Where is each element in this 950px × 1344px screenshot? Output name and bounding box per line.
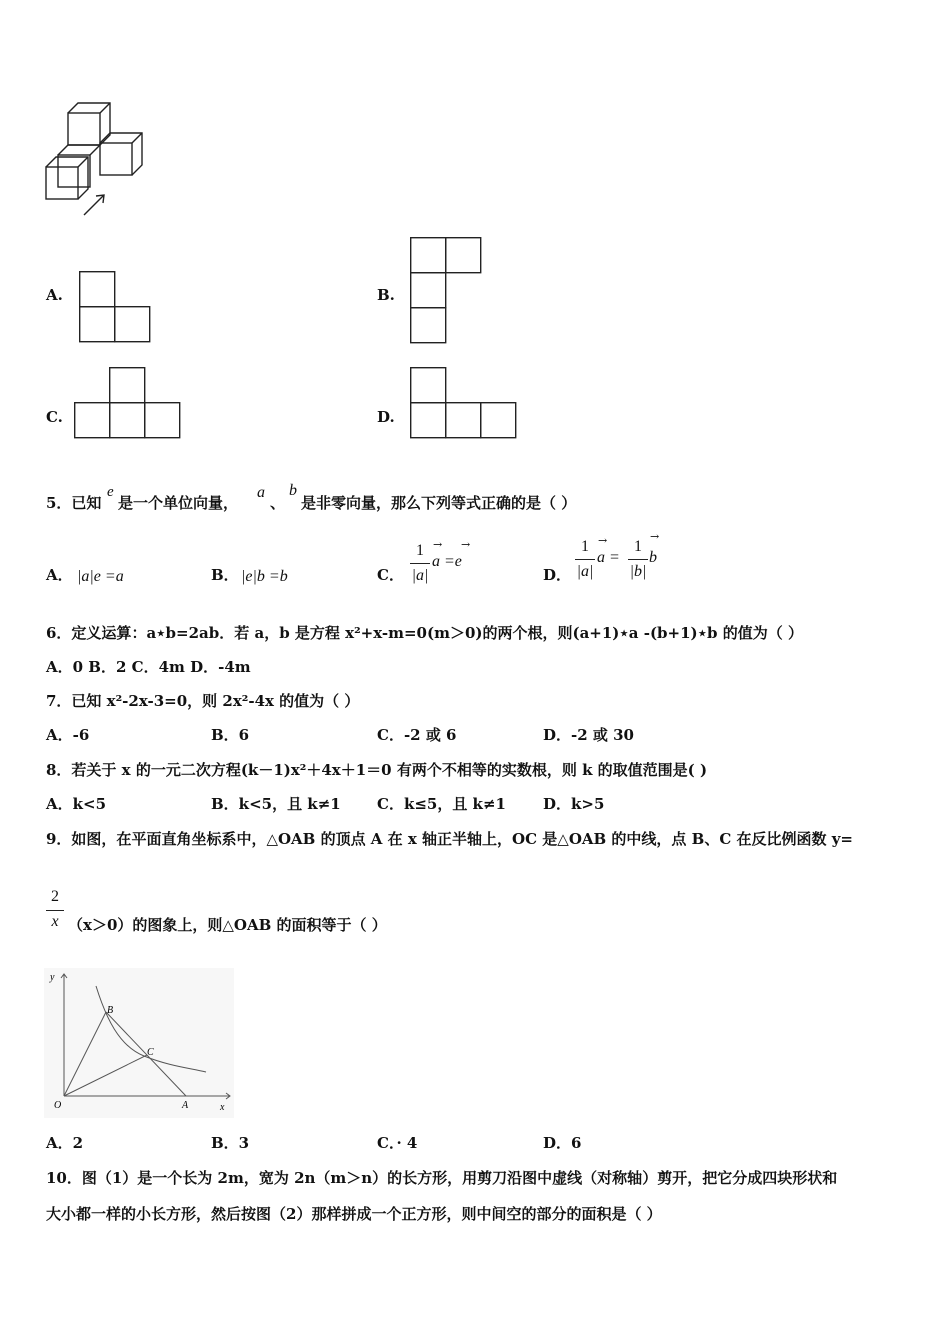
q5-option-c-label[interactable]: C． — [377, 566, 404, 584]
q5-option-c-denominator: |a| — [411, 567, 429, 584]
q7-option-c[interactable]: C．-2 或 6 — [377, 726, 457, 744]
q5-stem-post: 是非零向量，那么下列等式正确的是（ ） — [301, 494, 577, 512]
q9-fig-label-x: x — [220, 1102, 225, 1113]
q5-vector-a: a — [257, 484, 265, 501]
q8-option-b[interactable]: B．k<5，且 k≠1 — [211, 795, 341, 813]
q5-option-d-label[interactable]: D． — [543, 566, 572, 584]
q9-fig-label-c: C — [147, 1047, 154, 1058]
q5-vector-e: e — [107, 484, 114, 500]
q5-option-c-arrow-a: → — [433, 538, 443, 551]
q5-option-d-fraction-bar-2 — [628, 559, 648, 560]
q5-option-b-expr: |e|b =b — [241, 568, 288, 585]
q8-option-d[interactable]: D．k>5 — [543, 795, 605, 813]
q4-option-d-shape — [410, 367, 518, 439]
q5-vector-b: b — [289, 482, 297, 499]
q7-option-a[interactable]: A．-6 — [46, 726, 90, 744]
q10-stem-line1: 10．图（1）是一个长为 2m，宽为 2n（m＞n）的长方形，用剪刀沿图中虚线（对称轴）剪开，把它分成四块形状和 — [46, 1169, 838, 1187]
q9-fraction-denominator: x — [51, 913, 59, 930]
q5-option-c-arrow-e: → — [461, 538, 471, 551]
q4-option-b-label[interactable]: B. — [377, 286, 395, 304]
q9-option-c[interactable]: C．· 4 — [377, 1134, 418, 1152]
q9-fig-label-b: B — [107, 1005, 114, 1016]
q5-stem-mid: 是一个单位向量， — [118, 494, 239, 512]
q9-stem-line2: （x＞0）的图象上，则△OAB 的面积等于（ ） — [68, 916, 387, 934]
q5-option-d-expr-b: b — [649, 549, 657, 566]
q6-options[interactable]: A．0 B．2 C．4m D．-4m — [46, 658, 251, 676]
q5-option-d-numerator-1: 1 — [581, 538, 589, 555]
q8-stem: 8．若关于 x 的一元二次方程(k－1)x²＋4x＋1＝0 有两个不相等的实数根，则 k 的取值范围是( ) — [46, 761, 708, 779]
q5-option-d-fraction-bar-1 — [575, 559, 595, 560]
q5-option-d-arrow-b: → — [650, 530, 660, 543]
q4-option-a-shape — [79, 271, 151, 343]
q9-fraction-bar — [46, 910, 64, 911]
q8-option-c[interactable]: C．k≤5，且 k≠1 — [377, 795, 506, 813]
q9-fig-label-y: y — [50, 972, 55, 983]
q5-option-d-arrow-a: → — [598, 534, 608, 547]
q9-option-b[interactable]: B．3 — [211, 1134, 250, 1152]
q7-stem: 7．已知 x²-2x-3=0，则 2x²-4x 的值为（ ） — [46, 692, 360, 710]
q5-stem-pre: 5．已知 — [46, 494, 102, 512]
q5-option-c-fraction-bar — [410, 563, 430, 564]
q5-option-b-label[interactable]: B． — [211, 566, 239, 584]
q7-option-d[interactable]: D．-2 或 30 — [543, 726, 634, 744]
q5-option-c-numerator: 1 — [416, 542, 424, 559]
q9-option-d[interactable]: D．6 — [543, 1134, 582, 1152]
q5-option-c-expr: a =e — [432, 553, 462, 570]
q5-option-a-label[interactable]: A． — [46, 566, 73, 584]
q4-option-b-shape — [410, 237, 483, 345]
cube-stack-figure — [40, 95, 160, 225]
q9-coordinate-figure — [44, 968, 234, 1118]
q9-fig-label-a: A — [182, 1100, 189, 1111]
q9-stem-line1: 9．如图，在平面直角坐标系中，△OAB 的顶点 A 在 x 轴正半轴上，OC 是△OAB 的中线，点 B、C 在反比例函数 y= — [46, 830, 853, 848]
q9-fraction-numerator: 2 — [51, 888, 59, 905]
q7-option-b[interactable]: B．6 — [211, 726, 250, 744]
q4-option-a-label[interactable]: A. — [46, 286, 63, 304]
q6-stem: 6．定义运算：a⋆b=2ab．若 a，b 是方程 x²+x-m=0(m＞0)的两个根，则(a+1)⋆a -(b+1)⋆b 的值为（ ） — [46, 624, 803, 642]
q4-option-c-label[interactable]: C. — [46, 408, 63, 426]
q5-option-a-expr: |a|e =a — [77, 568, 124, 585]
q5-option-d-denominator-2: |b| — [629, 563, 647, 580]
q5-stem-sep: 、 — [270, 494, 286, 512]
q9-option-a[interactable]: A．2 — [46, 1134, 84, 1152]
q9-fig-label-o: O — [54, 1100, 62, 1111]
q4-option-d-label[interactable]: D. — [377, 408, 395, 426]
q4-option-c-shape — [74, 367, 182, 439]
q5-option-d-numerator-2: 1 — [634, 538, 642, 555]
q5-option-d-denominator-1: |a| — [576, 563, 594, 580]
q10-stem-line2: 大小都一样的小长方形，然后按图（2）那样拼成一个正方形，则中间空的部分的面积是（ ） — [46, 1205, 662, 1223]
q8-option-a[interactable]: A．k<5 — [46, 795, 107, 813]
q5-option-d-expr: a = — [597, 549, 620, 566]
